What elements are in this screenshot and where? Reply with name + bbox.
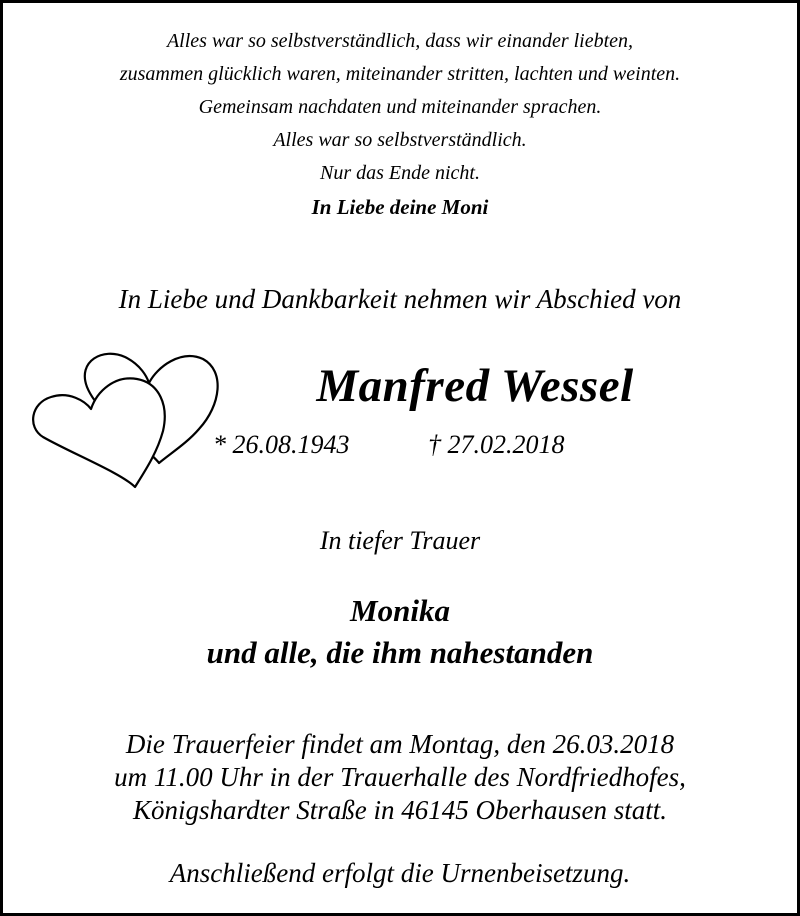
farewell-intro: In Liebe und Dankbarkeit nehmen wir Abschied von <box>118 284 682 314</box>
urn-burial-note: Anschließend erfolgt die Urnenbeisetzung. <box>169 858 631 888</box>
death-date: † 27.02.2018 <box>428 430 565 459</box>
poem-line: Gemeinsam nachdaten und miteinander sprachen. <box>198 96 602 118</box>
mourner-name: Monika <box>350 593 450 628</box>
poem-line: zusammen glücklich waren, miteinander stritten, lachten und weinten. <box>119 63 681 85</box>
birth-date: * 26.08.1943 <box>213 430 350 459</box>
poem-line: Nur das Ende nicht. <box>320 162 480 184</box>
funeral-line: Die Trauerfeier findet am Montag, den 26.03.2018 <box>125 729 675 759</box>
deceased-name: Manfred Wessel <box>316 360 634 412</box>
mourning-intro: In tiefer Trauer <box>319 526 481 555</box>
funeral-line: Königshardter Straße in 46145 Oberhausen statt. <box>132 795 667 825</box>
funeral-line: um 11.00 Uhr in der Trauerhalle des Nordfriedhofes, <box>114 762 686 792</box>
mourner-name: und alle, die ihm nahestanden <box>206 635 594 670</box>
poem-line: Alles war so selbstverständlich. <box>273 129 527 151</box>
poem-signature: In Liebe deine Moni <box>311 195 489 219</box>
poem-line: Alles war so selbstverständlich, dass wir einander liebten, <box>166 30 634 52</box>
